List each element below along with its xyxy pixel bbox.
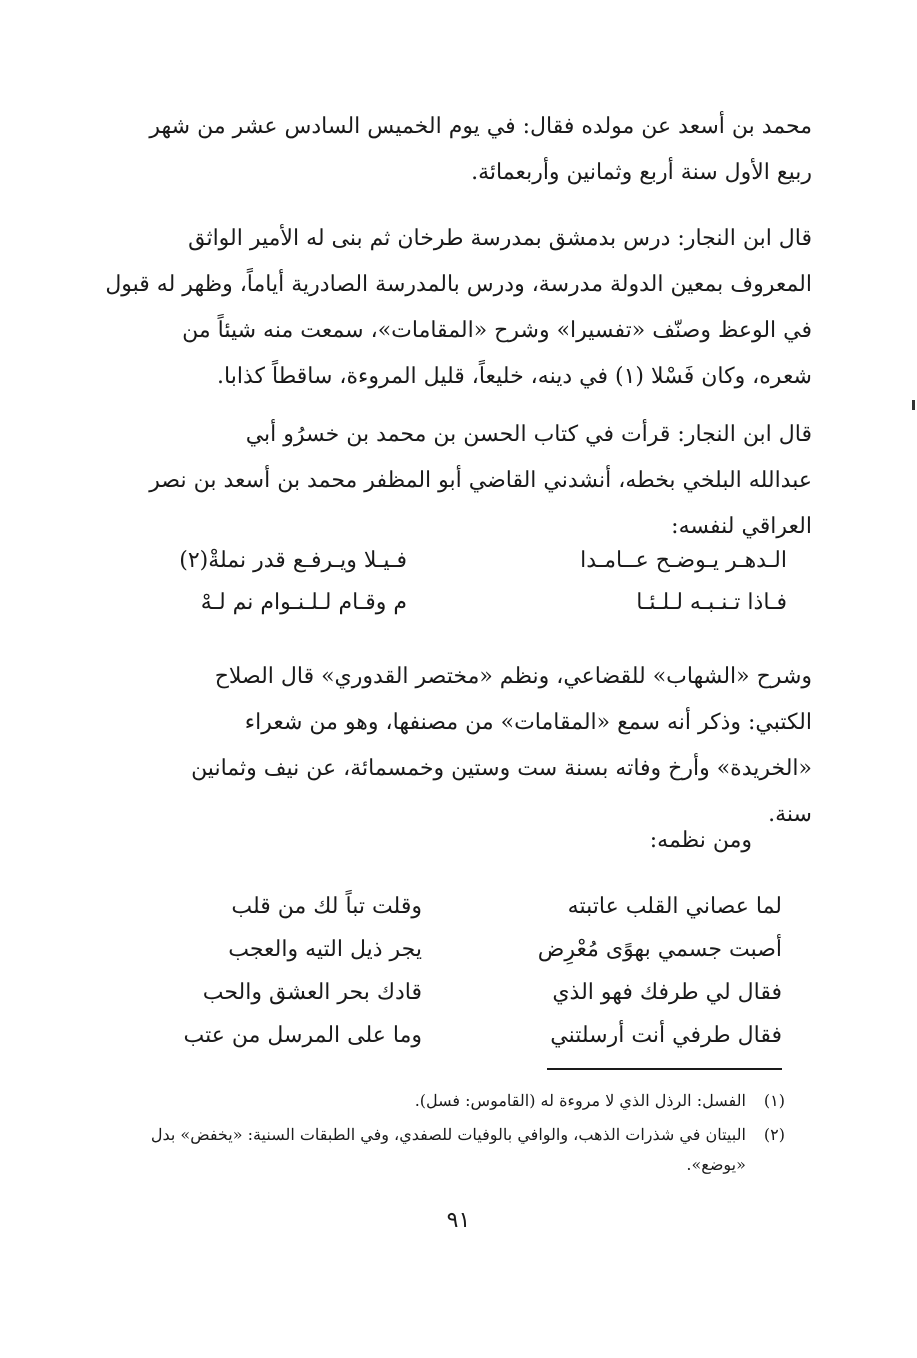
paragraph-1-line-2: ربيع الأول سنة أربع وثمانين وأربعمائة. bbox=[471, 160, 812, 185]
footnote-1 bbox=[130, 1086, 785, 1116]
paragraph-3 bbox=[134, 412, 812, 550]
hemistich-second: وقلت تباً لك من قلب bbox=[231, 894, 422, 919]
footnote-text: البيتان في شذرات الذهب، والوافي بالوفيات للصفدي، وفي الطبقات السنية: «يخفض» بدل «يوضع». bbox=[150, 1125, 746, 1174]
footnote-separator bbox=[547, 1068, 782, 1070]
hemistich-first: فقال لي طرفك فهو الذي bbox=[552, 980, 782, 1005]
paragraph-4 bbox=[134, 654, 812, 838]
hemistich-first: الـدهـر يـوضـح عــامـدا bbox=[580, 548, 787, 573]
paragraph-4-line-1: وشرح «الشهاب» للقضاعي، ونظم «مختصر القدوري» قال الصلاح bbox=[214, 664, 812, 689]
hemistich-second: يجر ذيل التيه والعجب bbox=[228, 937, 422, 962]
paragraph-2-line-1: قال ابن النجار: درس بدمشق بمدرسة طرخان ثم بنى له الأمير الواثق bbox=[188, 226, 812, 251]
verse-1-line-2 bbox=[107, 582, 787, 624]
verse-intro bbox=[452, 818, 752, 864]
paragraph-4-line-2: الكتبي: وذكر أنه سمع «المقامات» من مصنفها، وهو من شعراء bbox=[244, 710, 812, 735]
paragraph-4-line-4: سنة. bbox=[768, 802, 812, 827]
hemistich-first: أصبت جسمي بهوًى مُعْرِض bbox=[537, 937, 782, 962]
verse-intro-text: ومن نظمه: bbox=[649, 828, 752, 853]
hemistich-first: فـاذا تـنـبـه لـلـئـا bbox=[636, 590, 787, 615]
hemistich-second: قادك بحر العشق والحب bbox=[202, 980, 422, 1005]
paragraph-2-line-3: في الوعظ وصنّف «تفسيرا» وشرح «المقامات»، سمعت منه شيئاً من bbox=[182, 318, 812, 343]
hemistich-second: وما على المرسل من عتب bbox=[183, 1023, 422, 1048]
verse-2-line-4 bbox=[122, 1015, 782, 1057]
paragraph-2 bbox=[105, 216, 812, 400]
hemistich-second: م وقـام لـلـنـوام نم لـهْ bbox=[200, 590, 407, 615]
paragraph-2-line-4: شعره، وكان فَسْلا (١) في دينه، خليعاً، قليل المروءة، ساقطاً كذابا. bbox=[217, 364, 812, 389]
verse-2-line-2 bbox=[122, 929, 782, 971]
footnote-number: (٢) bbox=[763, 1125, 785, 1144]
verse-2-line-1 bbox=[122, 886, 782, 928]
paragraph-4-line-3: «الخريدة» وأرخ وفاته بسنة ست وستين وخمسمائة، عن نيف وثمانين bbox=[191, 756, 812, 781]
footnote-text: الفسل: الرذل الذي لا مروءة له (القاموس: فسل). bbox=[414, 1091, 746, 1110]
hemistich-first: فقال طرفي أنت أرسلتني bbox=[550, 1023, 782, 1048]
paragraph-2-line-2: المعروف بمعين الدولة مدرسة، ودرس بالمدرسة الصادرية أياماً، وظهر له قبول bbox=[105, 272, 812, 297]
paragraph-3-line-1: قال ابن النجار: قرأت في كتاب الحسن بن محمد بن خسرُو أبي bbox=[245, 422, 812, 447]
verse-2-line-3 bbox=[122, 972, 782, 1014]
verse-1-line-1 bbox=[107, 540, 787, 582]
footnote-2 bbox=[130, 1120, 785, 1180]
hemistich-second: فـيـلا ويـرفـع قدر نملةْ(٢) bbox=[179, 548, 407, 573]
paragraph-3-line-2: عبدالله البلخي بخطه، أنشدني القاضي أبو المظفر محمد بن أسعد بن نصر bbox=[149, 468, 812, 493]
footnote-number: (١) bbox=[763, 1091, 785, 1110]
scan-margin-mark bbox=[912, 400, 915, 410]
paragraph-1 bbox=[134, 104, 812, 196]
paragraph-3-line-3: العراقي لنفسه: bbox=[671, 514, 812, 539]
page-number: ٩١ bbox=[446, 1208, 471, 1233]
hemistich-first: لما عصاني القلب عاتبته bbox=[567, 894, 782, 919]
paragraph-1-line-1: محمد بن أسعد عن مولده فقال: في يوم الخميس السادس عشر من شهر bbox=[149, 114, 812, 139]
